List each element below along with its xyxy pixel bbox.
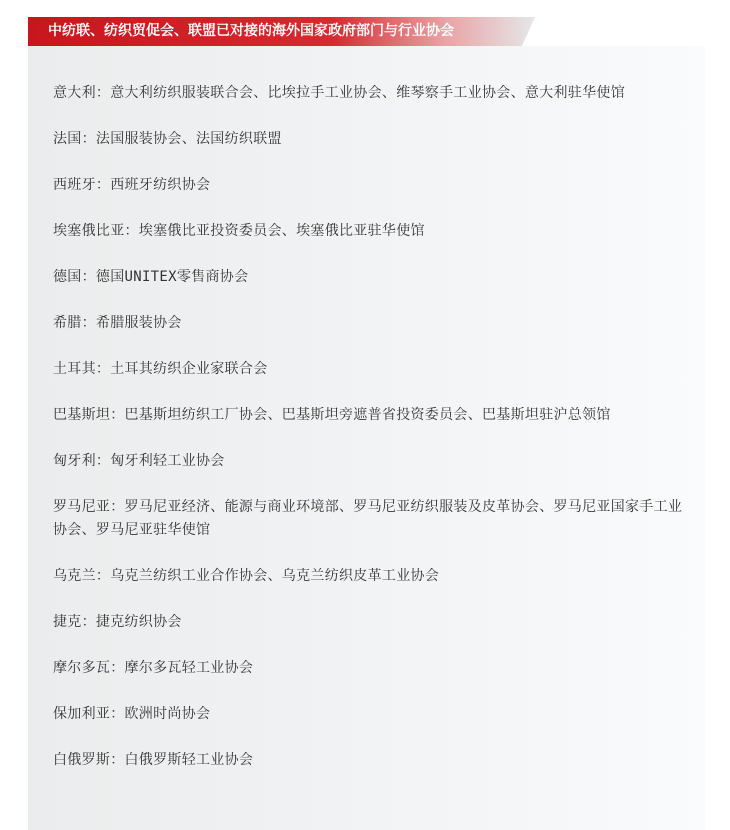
organization-list bbox=[53, 82, 685, 795]
list-item-bulgaria: 保加利亚：欧洲时尚协会 bbox=[53, 706, 211, 722]
list-item-ethiopia: 埃塞俄比亚：埃塞俄比亚投资委员会、埃塞俄比亚驻华使馆 bbox=[53, 223, 425, 239]
list-item-germany: 德国：德国UNITEX零售商协会 bbox=[53, 269, 249, 285]
content-panel bbox=[28, 46, 705, 830]
section-title: 中纺联、纺织贸促会、联盟已对接的海外国家政府部门与行业协会 bbox=[48, 23, 454, 39]
list-item-greece: 希腊：希腊服装协会 bbox=[53, 315, 182, 331]
list-item-spain: 西班牙：西班牙纺织协会 bbox=[53, 177, 211, 193]
list-item-romania: 罗马尼亚：罗马尼亚经济、能源与商业环境部、罗马尼亚纺织服装及皮革协会、罗马尼亚国家手工业协会、罗马尼亚驻华使馆 bbox=[53, 499, 683, 538]
list-item-pakistan: 巴基斯坦：巴基斯坦纺织工厂协会、巴基斯坦旁遮普省投资委员会、巴基斯坦驻沪总领馆 bbox=[53, 407, 611, 423]
list-item-czech: 捷克：捷克纺织协会 bbox=[53, 614, 182, 630]
list-item-ukraine: 乌克兰：乌克兰纺织工业合作协会、乌克兰纺织皮革工业协会 bbox=[53, 568, 440, 584]
list-item-italy: 意大利：意大利纺织服装联合会、比埃拉手工业协会、维琴察手工业协会、意大利驻华使馆 bbox=[53, 85, 625, 101]
list-item-belarus: 白俄罗斯：白俄罗斯轻工业协会 bbox=[53, 752, 254, 768]
list-item-france: 法国：法国服装协会、法国纺织联盟 bbox=[53, 131, 282, 147]
list-item-moldova: 摩尔多瓦：摩尔多瓦轻工业协会 bbox=[53, 660, 254, 676]
list-item-turkey: 土耳其：土耳其纺织企业家联合会 bbox=[53, 361, 268, 377]
list-item-hungary: 匈牙利：匈牙利轻工业协会 bbox=[53, 453, 225, 469]
section-header bbox=[28, 17, 535, 46]
